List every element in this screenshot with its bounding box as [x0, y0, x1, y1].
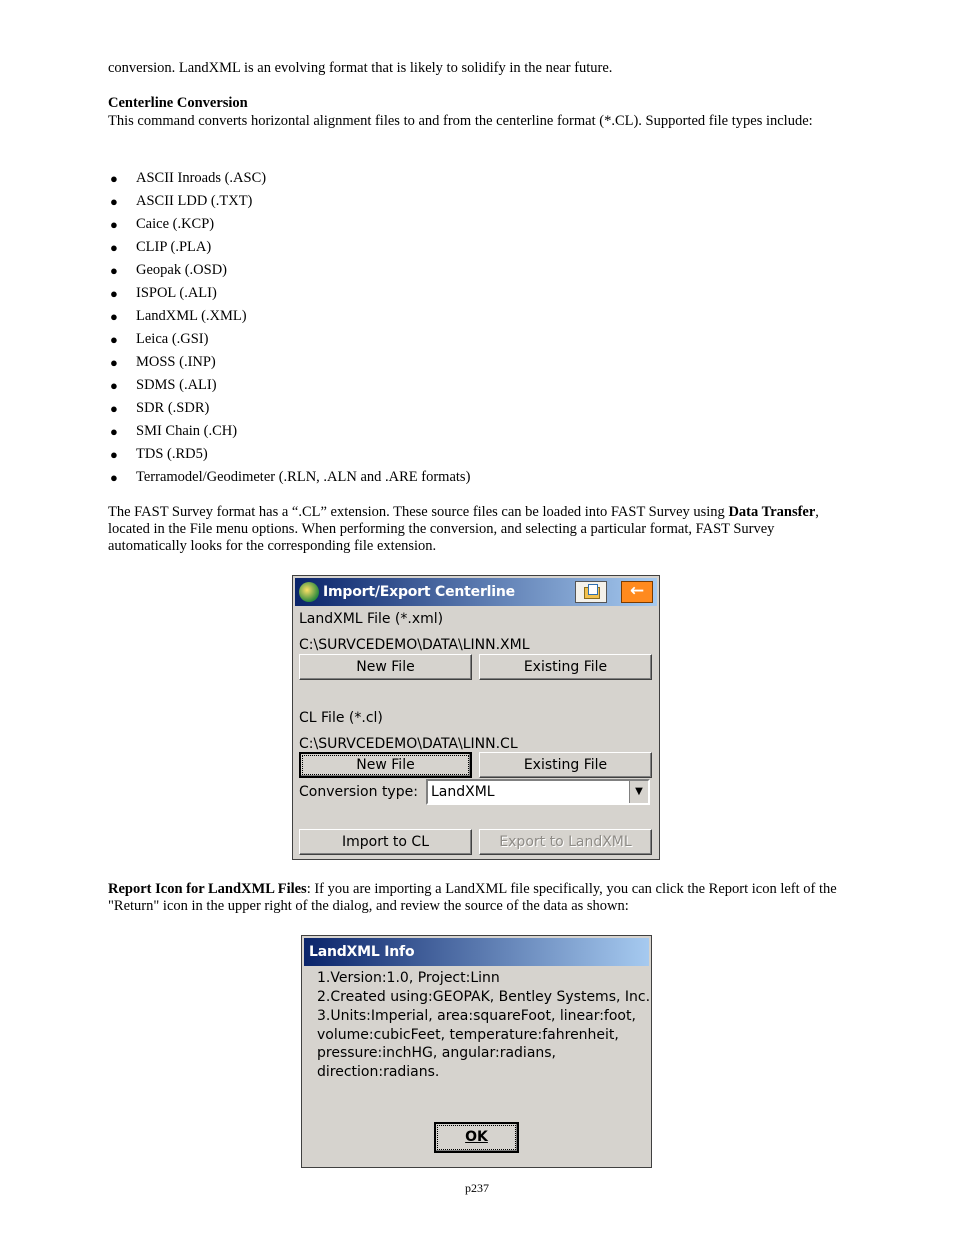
- cl-file-path: C:\SURVCEDEMO\DATA\LINN.CL: [299, 736, 518, 752]
- list-item: ● Terramodel/Geodimeter (.RLN, .ALN and .ARE formats): [110, 469, 471, 485]
- list-item: ● SMI Chain (.CH): [110, 423, 238, 439]
- bullet-icon: ●: [110, 217, 118, 232]
- report-icon-paragraph: Report Icon for LandXML Files: If you are importing a LandXML file specifically, you can click the Report icon left of the "Return" icon in the upper right of the dialog, and review the source of the data as shown:: [108, 881, 837, 914]
- info-line: volume:cubicFeet, temperature:fahrenheit,: [317, 1027, 619, 1043]
- info-line: direction:radians.: [317, 1064, 440, 1080]
- cl-file-label: CL File (*.cl): [299, 710, 383, 726]
- bullet-icon: ●: [110, 194, 118, 209]
- list-item: ● ISPOL (.ALI): [110, 285, 217, 301]
- list-item: ● MOSS (.INP): [110, 354, 216, 370]
- bullet-icon: ●: [110, 424, 118, 439]
- info-line: 2.Created using:GEOPAK, Bentley Systems, Inc.: [317, 989, 651, 1005]
- landxml-existing-file-button[interactable]: Existing File: [479, 654, 652, 680]
- conversion-type-value: LandXML: [431, 784, 495, 800]
- export-to-landxml-button[interactable]: Export to LandXML: [479, 829, 652, 855]
- cl-existing-file-button[interactable]: Existing File: [479, 752, 652, 778]
- section-heading: Centerline Conversion: [108, 95, 248, 111]
- cl-new-file-button[interactable]: New File: [299, 752, 472, 778]
- bullet-icon: ●: [110, 332, 118, 347]
- list-item: ● Caice (.KCP): [110, 216, 215, 232]
- conversion-type-dropdown[interactable]: [426, 779, 650, 805]
- bullet-icon: ●: [110, 286, 118, 301]
- info-dialog-titlebar: [304, 938, 649, 966]
- list-item: ● SDR (.SDR): [110, 400, 210, 416]
- info-line: pressure:inchHG, angular:radians,: [317, 1045, 557, 1061]
- intro-paragraph: conversion. LandXML is an evolving format that is likely to solidify in the near future.: [108, 60, 613, 76]
- bullet-icon: ●: [110, 378, 118, 393]
- info-dialog-title: LandXML Info: [309, 944, 415, 960]
- bullet-icon: ●: [110, 401, 118, 416]
- info-line: 1.Version:1.0, Project:Linn: [317, 970, 500, 986]
- file-type-list: [108, 170, 470, 492]
- info-line: 3.Units:Imperial, area:squareFoot, linear:foot,: [317, 1008, 636, 1024]
- landxml-file-label: LandXML File (*.xml): [299, 611, 444, 627]
- app-logo-icon: [299, 582, 319, 602]
- report-icon-term: Report Icon for LandXML Files: [108, 881, 307, 897]
- dialog-titlebar: [295, 578, 657, 606]
- list-item: ● ASCII Inroads (.ASC): [110, 170, 267, 186]
- bullet-icon: ●: [110, 263, 118, 278]
- import-to-cl-button[interactable]: Import to CL: [299, 829, 472, 855]
- chevron-down-icon[interactable]: ▼: [629, 781, 648, 803]
- bullet-icon: ●: [110, 447, 118, 462]
- conversion-type-label: Conversion type:: [299, 784, 418, 800]
- bullet-icon: ●: [110, 470, 118, 485]
- bullet-icon: ●: [110, 309, 118, 324]
- report-icon[interactable]: [575, 581, 607, 603]
- list-item: ● CLIP (.PLA): [110, 239, 212, 255]
- list-item: ● LandXML (.XML): [110, 308, 247, 324]
- page-number: p237: [465, 1181, 489, 1195]
- bullet-icon: ●: [110, 171, 118, 186]
- list-item: ● Geopak (.OSD): [110, 262, 228, 278]
- description-paragraph: This command converts horizontal alignment files to and from the centerline format (*.CL). Supported file types include:: [108, 113, 813, 129]
- import-export-centerline-dialog: [292, 575, 660, 860]
- list-item: ● TDS (.RD5): [110, 446, 208, 462]
- format-paragraph: The FAST Survey format has a “.CL” extension. These source files can be loaded into FAST Survey using Data Transfer, located in the File menu options. When performing the conversion, and selecting a particular format, FAST Survey automatically looks for the corresponding file extension.: [108, 504, 819, 554]
- bullet-icon: ●: [110, 240, 118, 255]
- list-item: ● Leica (.GSI): [110, 331, 209, 347]
- data-transfer-term: Data Transfer: [728, 504, 816, 520]
- landxml-info-dialog: [301, 935, 652, 1168]
- landxml-new-file-button[interactable]: New File: [299, 654, 472, 680]
- return-icon[interactable]: ←: [621, 581, 653, 603]
- ok-button[interactable]: OK: [434, 1122, 519, 1153]
- dialog-title: Import/Export Centerline: [323, 584, 515, 600]
- landxml-file-path: C:\SURVCEDEMO\DATA\LINN.XML: [299, 637, 530, 653]
- list-item: ● SDMS (.ALI): [110, 377, 217, 393]
- list-item: ● ASCII LDD (.TXT): [110, 193, 253, 209]
- bullet-icon: ●: [110, 355, 118, 370]
